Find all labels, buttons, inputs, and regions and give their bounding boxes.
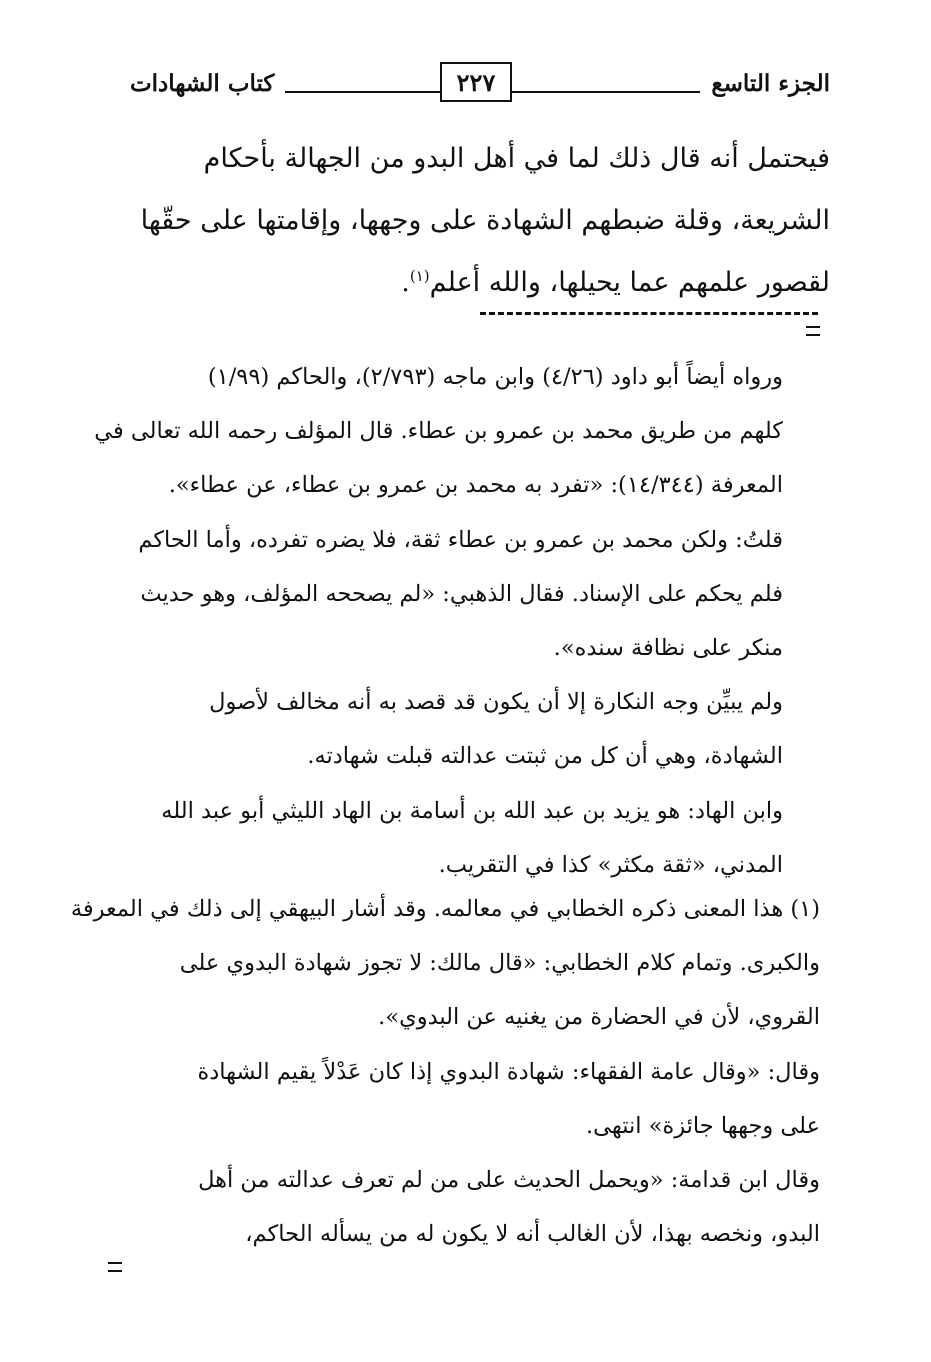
note-line: فلم يحكم على الإسناد. فقال الذهبي: «لم يصححه المؤلف، وهو حديث (140, 580, 783, 607)
book-title: كتاب الشهادات (130, 70, 275, 97)
main-line-text: لقصور علمهم عما يحيلها، والله أعلم (429, 267, 830, 298)
note-line: كلهم من طريق محمد بن عمرو بن عطاء. قال المؤلف رحمه الله تعالى في (94, 418, 783, 445)
header-rule-left (285, 91, 440, 93)
footnote-line: (١) هذا المعنى ذكره الخطابي في معالمه. وقد أشار البيهقي إلى ذلك في المعرفة (70, 896, 820, 922)
footnote-1 (70, 882, 820, 1261)
note-line: ولم يبيِّن وجه النكارة إلا أن يكون قد قصد به أنه مخالف لأصول (209, 689, 783, 716)
footnote-separator (480, 312, 818, 315)
note-line: منكر على نظافة سنده». (553, 635, 783, 662)
page-number: ٢٢٧ (440, 62, 512, 102)
volume-title: الجزء التاسع (711, 70, 830, 97)
main-line: فيحتمل أنه قال ذلك لما في أهل البدو من الجهالة بأحكام (203, 143, 830, 174)
note-line: وابن الهاد: هو يزيد بن عبد الله بن أسامة بن الهاد الليثي أبو عبد الله (161, 797, 783, 824)
main-line: الشريعة، وقلة ضبطهم الشهادة على وجهها، وإقامتها على حقّها (140, 205, 830, 236)
footnote-line: على وجهها جائزة» انتهى. (585, 1112, 820, 1139)
running-header (100, 58, 830, 108)
continuation-mark (806, 326, 820, 336)
continuation-mark-bottom (108, 1262, 122, 1272)
footnote-line: البدو، ونخصه بهذا، لأن الغالب أنه لا يكون له من يسأله الحاكم، (245, 1221, 820, 1248)
continued-footnote (94, 350, 783, 892)
note-line: المدني، «ثقة مكثر» كذا في التقريب. (438, 851, 783, 878)
end-punct: . (401, 267, 410, 298)
footnote-ref: (١) (409, 267, 430, 285)
main-text (118, 128, 830, 314)
footnote-line: وقال: «وقال عامة الفقهاء: شهادة البدوي إذا كان عَدْلاً يقيم الشهادة (197, 1058, 820, 1085)
main-line-last (118, 252, 830, 314)
note-line: الشهادة، وهي أن كل من ثبتت عدالته قبلت شهادته. (307, 743, 783, 770)
note-line: المعرفة (١٤/٣٤٤): «تفرد به محمد بن عمرو بن عطاء، عن عطاء». (168, 472, 783, 499)
footnote-line: وقال ابن قدامة: «ويحمل الحديث على من لم تعرف عدالته من أهل (198, 1167, 820, 1194)
header-rule-right (510, 91, 700, 93)
note-line: قلتُ: ولكن محمد بن عمرو بن عطاء ثقة، فلا يضره تفرده، وأما الحاكم (138, 526, 783, 553)
footnote-line: القروي، لأن في الحضارة من يغنيه عن البدوي». (378, 1004, 820, 1031)
note-line: ورواه أيضاً أبو داود (٤/٢٦) وابن ماجه (٢/٧٩٣)، والحاكم (١/٩٩) (207, 364, 783, 390)
footnote-line: والكبرى. وتمام كلام الخطابي: «قال مالك: لا تجوز شهادة البدوي على (179, 950, 820, 977)
